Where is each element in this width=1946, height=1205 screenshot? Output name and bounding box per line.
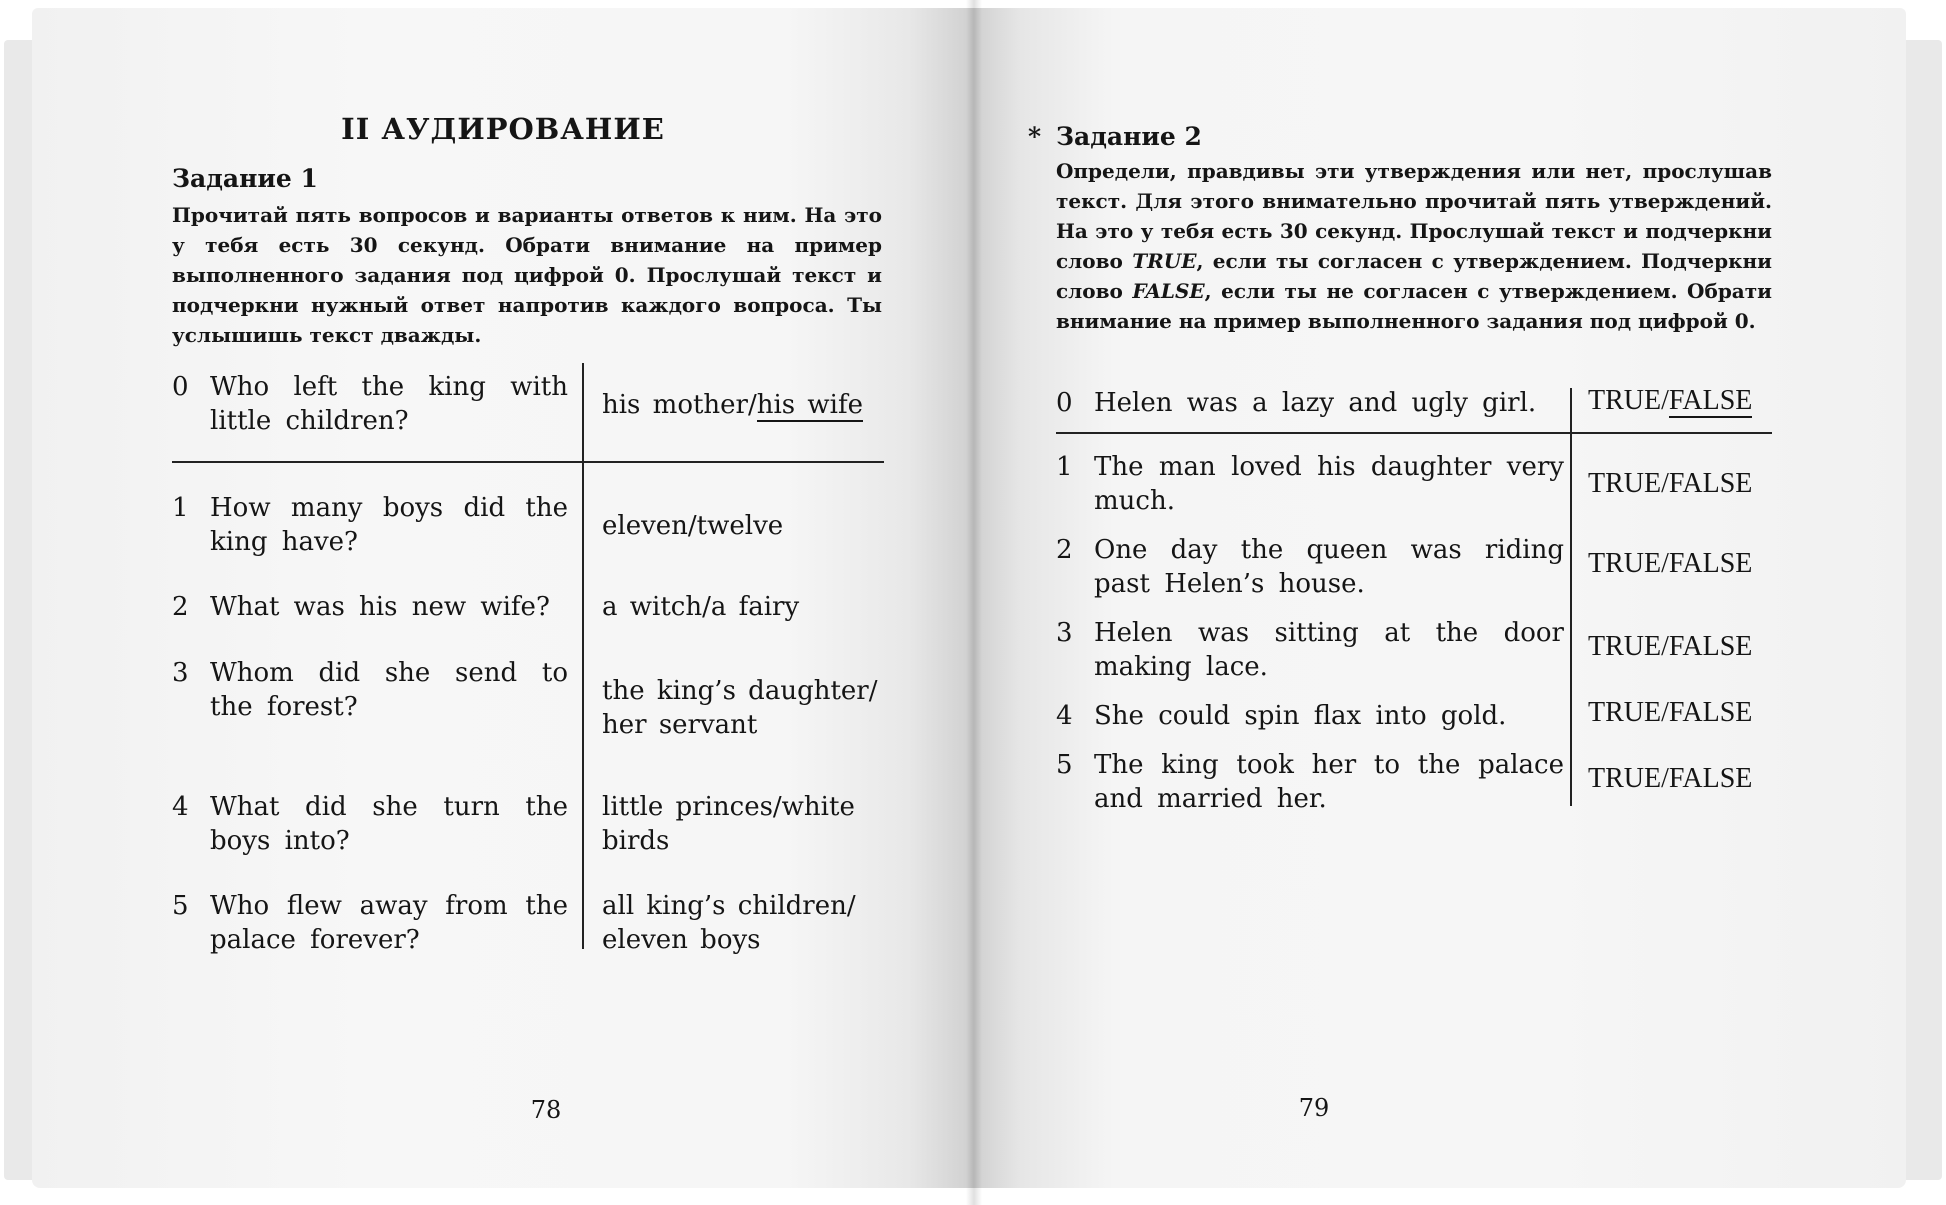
- statement-text: The king took her to the palace and married her.: [1094, 750, 1564, 814]
- task-1-instructions: Прочитай пять вопросов и варианты ответов к ним. На это у тебя есть 30 секунд. Обрати внимание на пример выполненного задания под цифрой 0. Прослушай текст и подчеркни нужный ответ напротив каждого вопроса. Ты услышишь текст дважды.: [172, 203, 882, 347]
- right-page: [974, 8, 1906, 1188]
- task-2-title: Задание 2: [1056, 122, 1202, 151]
- answer-row-5: TRUE/FALSE: [1588, 763, 1753, 794]
- statement-number: 5: [1056, 750, 1073, 780]
- statement-number: 4: [1056, 701, 1073, 731]
- answer-row-0: [1588, 384, 1752, 418]
- false-word: FALSE: [1132, 279, 1205, 303]
- left-page: [32, 8, 974, 1188]
- question-text: Whom did she send to the forest?: [210, 658, 568, 722]
- question-number: 0: [172, 372, 189, 402]
- question-text: Who flew away from the palace forever?: [210, 891, 568, 955]
- answer-row-1: eleven/twelve: [602, 511, 784, 541]
- task-2-instructions: Определи, правдивы эти утверждения или нет, прослушав текст. Для этого внимательно прочитай пять утверждений. На это у тебя есть 30 секунд. Прослушай текст и подчеркни слово TRUE, если ты согласен с утверждением. Подчеркни слово FALSE, если ты не согласен с утверждением. Обрати внимание на пример выполненного задания под цифрой 0.: [1056, 159, 1772, 333]
- statement-number: 2: [1056, 535, 1073, 565]
- question-number: 3: [172, 658, 189, 688]
- statement-text: One day the queen was riding past Helen’s house.: [1094, 535, 1564, 599]
- star-marker: *: [1028, 122, 1042, 151]
- answer-row-3: the king’s daughter/ her servant: [602, 676, 878, 740]
- question-text: How many boys did the king have?: [210, 493, 568, 557]
- answer-row-4: little princes/white birds: [602, 792, 855, 856]
- statement-text: She could spin flax into gold.: [1094, 701, 1507, 731]
- answer-option: his mother/: [602, 390, 757, 420]
- answer-row-4: TRUE/FALSE: [1588, 697, 1753, 728]
- question-number: 4: [172, 792, 189, 822]
- question-number: 1: [172, 493, 189, 523]
- table-divider-horizontal: [172, 461, 884, 463]
- answer-underlined: FALSE: [1668, 385, 1753, 416]
- section-title: II АУДИРОВАНИЕ: [341, 112, 665, 146]
- answer-option: TRUE/: [1588, 385, 1669, 416]
- statement-number: 0: [1056, 388, 1073, 418]
- question-text: What was his new wife?: [210, 592, 550, 622]
- answer-row-3: TRUE/FALSE: [1588, 631, 1753, 662]
- answer-row-1: TRUE/FALSE: [1588, 468, 1753, 499]
- answer-underlined: his wife: [756, 390, 863, 420]
- statement-text: Helen was sitting at the door making lace.: [1094, 618, 1564, 682]
- table-divider-vertical: [1570, 388, 1572, 806]
- answer-row-2: TRUE/FALSE: [1588, 548, 1753, 579]
- statement-text: Helen was a lazy and ugly girl.: [1094, 388, 1537, 418]
- question-number: 2: [172, 592, 189, 622]
- book-spine: [966, 0, 982, 1205]
- answer-row-5: all king’s children/ eleven boys: [602, 891, 856, 955]
- page-number: 78: [530, 1096, 562, 1124]
- table-divider-horizontal: [1056, 432, 1772, 434]
- task-1-title: Задание 1: [172, 164, 318, 193]
- true-word: TRUE: [1132, 249, 1197, 273]
- answer-row-2: a witch/a fairy: [602, 592, 800, 622]
- question-number: 5: [172, 891, 189, 921]
- table-divider-vertical: [582, 363, 584, 949]
- statement-number: 1: [1056, 452, 1073, 482]
- statement-number: 3: [1056, 618, 1073, 648]
- question-text: What did she turn the boys into?: [210, 792, 568, 856]
- answer-row-0: [602, 388, 892, 422]
- statement-text: The man loved his daughter very much.: [1094, 452, 1564, 516]
- question-text: Who left the king with little children?: [210, 372, 568, 436]
- page-number: 79: [1298, 1094, 1330, 1122]
